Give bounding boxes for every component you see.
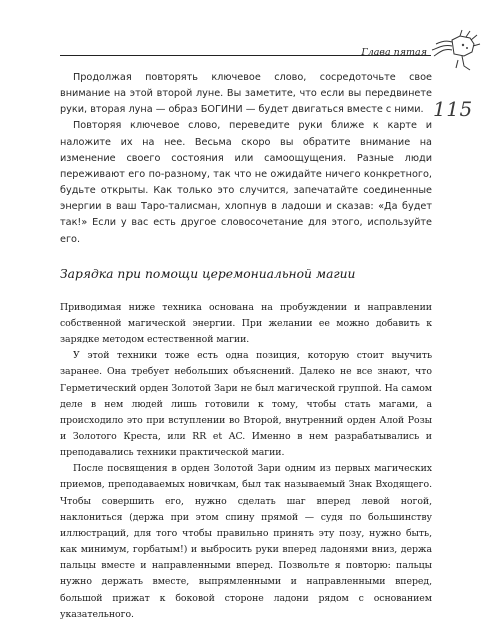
section-heading: Зарядка при помощи церемониальной магии xyxy=(60,266,356,281)
text-column xyxy=(60,70,432,623)
page-number: 115 xyxy=(433,97,473,121)
winged-hand-ornament-icon xyxy=(430,26,490,74)
paragraph: Продолжая повторять ключевое слово, сосредоточьте свое внимание на этой второй луне. Вы заметите, что если вы передвинете руки, вторая луна — образ БОГИНИ — будет двигаться вместе с ними. xyxy=(60,72,432,116)
paragraph: Приводимая ниже техника основана на пробуждении и направлении собственной магической энергии. При желании ее можно добавить к зарядке методом естественной магии. xyxy=(60,301,432,346)
chapter-title: Глава пятая xyxy=(361,47,427,58)
paragraph: После посвящения в орден Золотой Зари одним из первых магических приемов, преподаваемых новичкам, был так называемый Знак Входящего. Чтобы совершить его, нужно сделать шаг вперед левой ногой, наклониться (держа при этом спину прямой — судя по большинству иллюстраций, для того чтобы правильно принять эту позу, нужно быть, как минимум, горбатым!) и выбросить руки вперед ладонями вниз, держа пальцы вместе и направленными вперед. Позвольте я повторю: пальцы нужно держать вместе, выпрямленными и направленными вперед, большой прижат к боковой стороне ладони рядом с основанием указательного. xyxy=(60,463,432,620)
paragraph: Повторяя ключевое слово, переведите руки ближе к карте и наложите их на нее. Весьма скоро вы обратите внимание на изменение своего состояния или самоощущения. Разные люди переживают его по-разному, так что не ожидайте ничего конкретного, будьте открыты. Как только это случится, запечатайте соединенные энергии в ваш Таро-талисман, хлопнув в ладоши и сказав: «Да будет так!» Если у вас есть другое словосочетание для этого, используйте его. xyxy=(60,120,432,245)
paragraph: У этой техники тоже есть одна позиция, которую стоит выучить заранее. Она требует небольших объяснений. Далеко не все знают, что Герметический орден Золотой Зари не был магической группой. На самом деле в нем людей лишь готовили к тому, чтобы стать магами, а происходило это при вступлении во Второй, внутренний орден Алой Розы и Золотого Креста, или RR et AC. Именно в нем разрабатывались и преподавались техники практической магии. xyxy=(60,350,432,459)
